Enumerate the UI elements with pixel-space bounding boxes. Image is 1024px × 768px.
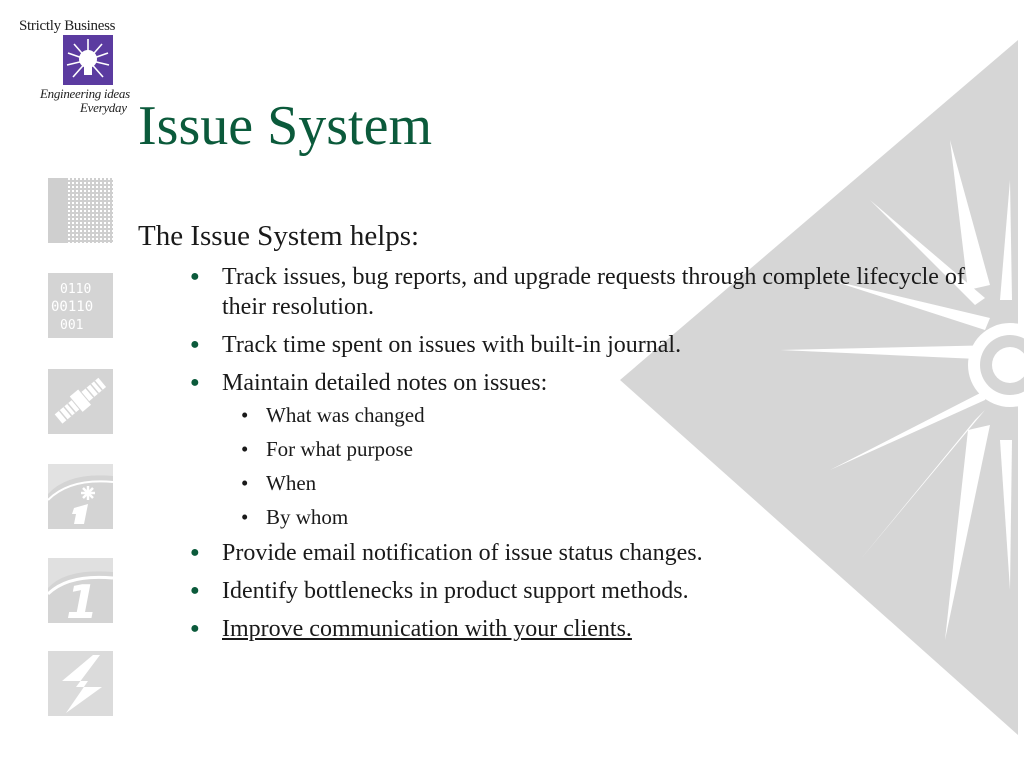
satellite-tile — [48, 369, 113, 434]
sub-bullet-text: By whom — [266, 505, 349, 530]
binary-line-1: 0110 — [60, 282, 92, 297]
bullet-text: Maintain detailed notes on issues: — [222, 370, 548, 397]
logo-tagline-line1: Engineering ideas — [40, 86, 130, 101]
binary-line-3: 001 — [60, 318, 84, 333]
bullet-link-text[interactable]: Improve communication with your clients. — [222, 616, 632, 643]
sub-list-item — [241, 504, 978, 530]
logo-company-name: Strictly Business — [19, 18, 116, 34]
bullet-dot-icon: ● — [190, 336, 200, 354]
binary-code-tile — [48, 273, 113, 338]
lightbulb-icon — [63, 35, 113, 85]
sub-list-item — [241, 402, 978, 428]
dither-pattern-icon — [48, 178, 113, 243]
list-item — [190, 538, 978, 568]
binary-line-2: 00110 — [51, 299, 94, 315]
number-one-icon — [48, 558, 113, 623]
logo-tagline-line2: Everyday — [80, 100, 127, 115]
info-icon — [48, 464, 113, 529]
bullet-dot-icon: ● — [190, 582, 200, 600]
bullet-text: Identify bottlenecks in product support methods. — [222, 578, 689, 605]
bullet-list — [138, 262, 978, 644]
company-logo — [14, 14, 136, 118]
bullet-text: Provide email notification of issue status changes. — [222, 540, 703, 567]
bullet-dot-icon: ● — [190, 374, 200, 392]
sub-bullet-icon: • — [241, 471, 249, 496]
tile-number: 1 — [66, 575, 99, 623]
list-item — [190, 614, 978, 644]
bullet-dot-icon: ● — [190, 268, 200, 286]
dither-pattern-tile — [48, 178, 113, 243]
list-item — [190, 368, 978, 530]
sub-bullet-text: For what purpose — [266, 437, 413, 462]
sub-bullet-text: When — [266, 471, 317, 496]
binary-code-icon — [48, 273, 113, 338]
sub-list-item — [241, 470, 978, 496]
bullet-text: Track issues, bug reports, and upgrade requests through complete lifecycle of their resolution. — [222, 264, 965, 321]
list-item — [190, 330, 978, 360]
number-one-tile — [48, 558, 113, 623]
sub-list-item — [241, 436, 978, 462]
satellite-icon — [48, 369, 113, 434]
lightning-tile — [48, 651, 113, 716]
slide-title: Issue System — [138, 95, 432, 157]
sub-bullet-icon: • — [241, 437, 249, 462]
sub-bullet-list — [222, 402, 978, 530]
sub-bullet-icon: • — [241, 403, 249, 428]
bullet-dot-icon: ● — [190, 544, 200, 562]
slide-body — [138, 218, 978, 652]
list-item — [190, 576, 978, 606]
intro-text: The Issue System helps: — [138, 220, 420, 252]
info-tile — [48, 464, 113, 529]
bullet-text: Track time spent on issues with built-in journal. — [222, 332, 682, 359]
list-item — [190, 262, 978, 322]
bullet-dot-icon: ● — [190, 620, 200, 638]
lightning-icon — [48, 651, 113, 716]
sub-bullet-icon: • — [241, 505, 249, 530]
sub-bullet-text: What was changed — [266, 403, 425, 428]
